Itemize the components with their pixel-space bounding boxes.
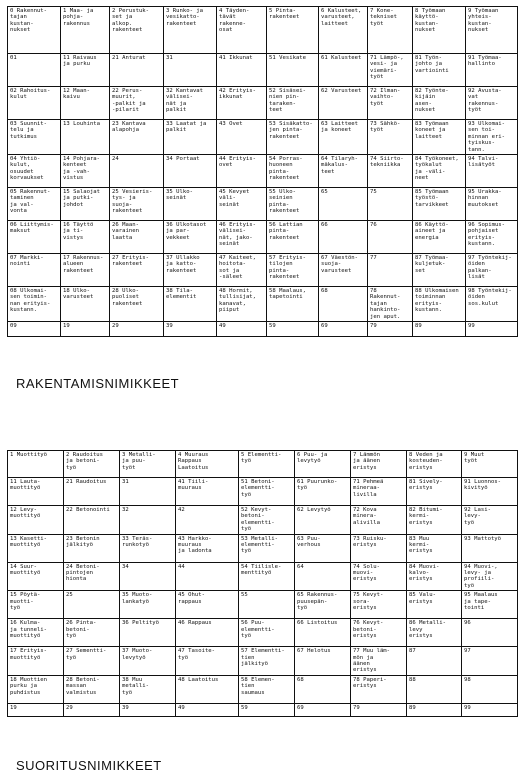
table-cell: 0 Rakennut- tajan kustan- nukset xyxy=(8,7,61,54)
table-cell: 31 xyxy=(164,54,217,87)
table-cell: 32 Kantavat välisei- nät ja palkit xyxy=(164,87,217,120)
table-cell: 76 Kevyt- betoni- eristys xyxy=(351,619,407,647)
table-cell: 84 Työkoneet, työkalut ja -väli- neet xyxy=(413,155,466,188)
table-cell: 57 Elementti- tien jälkityö xyxy=(239,647,295,676)
table-cell: 92 Avusta- vat rakennus- työt xyxy=(466,87,518,120)
table-cell: 73 Sähkö- työt xyxy=(368,120,413,155)
table-cell: 28 Ulko- puoliset rakenteet xyxy=(110,287,164,322)
table-cell: 09 xyxy=(8,322,61,337)
table-cell: 66 xyxy=(319,221,368,254)
table-cell: 85 Valu- eristys xyxy=(407,591,462,619)
table-cell: 11 Raivaus ja purku xyxy=(61,54,110,87)
table-cell: 94 Muovi-, levy- ja profiili- työ xyxy=(462,562,518,591)
table-cell: 68 xyxy=(319,287,368,322)
table-cell: 33 Teräs- runkotyö xyxy=(120,534,176,562)
table-cell: 36 Ulkotasot ja par- vekkeet xyxy=(164,221,217,254)
table-cell: 5 Elementti- työ xyxy=(239,451,295,478)
table-cell: 73 Ruisku- eristys xyxy=(351,534,407,562)
table-cell: 91 Luonnos- kivityö xyxy=(462,478,518,506)
table-row xyxy=(8,591,518,619)
table-cell: 25 xyxy=(64,591,120,619)
table-cell: 21 Anturat xyxy=(110,54,164,87)
table-cell: 5 Pinta- rakenteet xyxy=(267,7,319,54)
table-cell: 59 xyxy=(267,322,319,337)
table-cell: 56 Lattian pinta- rakenteet xyxy=(267,221,319,254)
table-cell: 51 Betoni- elementti- työ xyxy=(239,478,295,506)
table-cell: 68 xyxy=(295,675,351,703)
table-cell: 58 Elemen- tien saumaus xyxy=(239,675,295,703)
table-cell: 4 Muuraus Rappaus Laatoitus xyxy=(176,451,239,478)
table-cell: 47 Tasoite- työ xyxy=(176,647,239,676)
table-cell: 3 Runko- ja vesikatto- rakenteet xyxy=(164,7,217,54)
table-cell: 34 xyxy=(120,562,176,591)
table-cell: 22 Perus- muurit, -palkit ja -pilarit xyxy=(110,87,164,120)
table-cell: 33 Laatat ja palkit xyxy=(164,120,217,155)
table-cell: 11 Lauta- muottityö xyxy=(8,478,64,506)
table-cell: 86 Metalli- levy eristys xyxy=(407,619,462,647)
table-cell: 96 xyxy=(462,619,518,647)
table-cell: 82 Työnte- kijäin asen- nukset xyxy=(413,87,466,120)
table-cell: 8 Työmaan käyttö- kustan- nukset xyxy=(413,7,466,54)
table-cell: 03 Suunnit- telu ja tutkimus xyxy=(8,120,61,155)
table-cell: 98 xyxy=(462,675,518,703)
table-cell: 61 Kalusteet xyxy=(319,54,368,87)
table-cell: 29 xyxy=(64,703,120,716)
table-cell: 35 Muoto- lankatyö xyxy=(120,591,176,619)
table-cell: 54 Porras- huoneen pinta- rakenteet xyxy=(267,155,319,188)
table-cell: 3 Metalli- ja puu- työt xyxy=(120,451,176,478)
table-cell: 83 Työmaan koneet ja laitteet xyxy=(413,120,466,155)
table-cell: 28 Betoni- massan valmistus xyxy=(64,675,120,703)
table-cell: 75 Kevyt- sora- eristys xyxy=(351,591,407,619)
table-cell: 45 Kevyet väli- seinät xyxy=(217,188,267,221)
table-cell: 43 Ovet xyxy=(217,120,267,155)
table-cell: 31 xyxy=(120,478,176,506)
table-row xyxy=(8,87,518,120)
table-cell: 19 xyxy=(8,703,64,716)
table-cell: 88 Ulkomaisen toiminnan erityis- kustann. xyxy=(413,287,466,322)
table-cell: 7 Kone- tekniset työt xyxy=(368,7,413,54)
table-cell: 44 Erityis- ovet xyxy=(217,155,267,188)
table-cell: 16 Täyttö ja ti- vistys xyxy=(61,221,110,254)
table-cell: 93 Ulkomai- sen toi- minnan eri- tyiskus- tann. xyxy=(466,120,518,155)
table-cell: 35 Ulko- seinät xyxy=(164,188,217,221)
table-cell: 93 Mattotyö xyxy=(462,534,518,562)
table-cell: 4 Täyden- tävät rakenne- osat xyxy=(217,7,267,54)
table-cell: 78 Paperi- eristys xyxy=(351,675,407,703)
table-cell: 46 Erityis- välisei- nät, jako- seinät xyxy=(217,221,267,254)
table-row xyxy=(8,155,518,188)
table-cell: 84 Muovi- kalvo- eristys xyxy=(407,562,462,591)
table-cell: 48 Hormit, tullisijat, kanavat, piiput xyxy=(217,287,267,322)
table-cell: 67 Väestön- suoja- varusteet xyxy=(319,254,368,287)
table-cell: 49 xyxy=(176,703,239,716)
table-cell: 61 Puurunko- työ xyxy=(295,478,351,506)
table-cell: 95 Urakka- hinnan muutokset xyxy=(466,188,518,221)
table-cell: 59 xyxy=(239,703,295,716)
table-cell: 38 Tila- elementit xyxy=(164,287,217,322)
table-cell: 6 Puu- ja levytyö xyxy=(295,451,351,478)
table-cell: 7 Lämmön ja äänen eristys xyxy=(351,451,407,478)
table-cell: 97 xyxy=(462,647,518,676)
table-cell: 57 Erityis- tilojen pinta- rakenteet xyxy=(267,254,319,287)
table-cell: 12 Maan- kaivu xyxy=(61,87,110,120)
table-row xyxy=(8,254,518,287)
rakentamisnimikkeet-title: RAKENTAMISNIMIKKEET xyxy=(16,376,180,391)
table-cell: 25 Vesieris- tys- ja suoja- rakenteet xyxy=(110,188,164,221)
table-row xyxy=(8,322,518,337)
table-cell: 8 Veden ja kosteuden- eristys xyxy=(407,451,462,478)
table-cell: 51 Vesikate xyxy=(267,54,319,87)
table-cell: 75 xyxy=(368,188,413,221)
table-cell: 13 Kasetti- muottityö xyxy=(8,534,64,562)
table-cell: 66 Listoitus xyxy=(295,619,351,647)
table-cell: 36 Peltityö xyxy=(120,619,176,647)
table-row xyxy=(8,54,518,87)
table-row xyxy=(8,534,518,562)
table-cell: 94 Talvi- lisätyöt xyxy=(466,155,518,188)
table-cell: 1 Maa- ja pohja- rakennus xyxy=(61,7,110,54)
table-cell: 29 xyxy=(110,322,164,337)
table-cell: 18 Muottien purku ja puhdistus xyxy=(8,675,64,703)
table-row xyxy=(8,478,518,506)
table-cell: 87 Työmaa- kuljetuk- set xyxy=(413,254,466,287)
table-row xyxy=(8,120,518,155)
table-cell: 17 Erityis- muottityö xyxy=(8,647,64,676)
table-cell: 24 Betoni- pintojen hionta xyxy=(64,562,120,591)
table-cell: 17 Rakennus- alueen rakenteet xyxy=(61,254,110,287)
table-cell: 45 Ohut- rappaus xyxy=(176,591,239,619)
table-cell: 78 Rakennut- tajan hankinto- jen aput. xyxy=(368,287,413,322)
table-cell: 12 Levy- muottityö xyxy=(8,506,64,535)
table-cell: 85 Työmaan työstö- tarvikkeet xyxy=(413,188,466,221)
table-cell: 26 Maan- varainen laatta xyxy=(110,221,164,254)
table-cell: 95 Maalaus ja tape- tointi xyxy=(462,591,518,619)
table-cell: 32 xyxy=(120,506,176,535)
table-cell: 08 Ulkomai- sen toimin- nan erityis- kustann. xyxy=(8,287,61,322)
table-cell: 05 Rakennut- taminen ja val- vonta xyxy=(8,188,61,221)
table-cell: 18 Ulko- varusteet xyxy=(61,287,110,322)
table-cell: 41 Tiili- muuraus xyxy=(176,478,239,506)
table-cell: 42 xyxy=(176,506,239,535)
table-cell: 64 xyxy=(295,562,351,591)
table-row xyxy=(8,647,518,676)
table-cell: 65 Rakennus- puusepän- työ xyxy=(295,591,351,619)
table-row xyxy=(8,188,518,221)
table-cell: 02 Rahoitus- kulut xyxy=(8,87,61,120)
table-cell: 1 Muottityö xyxy=(8,451,64,478)
table-cell: 23 Betonin jälkityö xyxy=(64,534,120,562)
table-cell: 46 Rappaus xyxy=(176,619,239,647)
table-cell: 26 Pinta- betoni- työ xyxy=(64,619,120,647)
table-cell: 54 Tiilisle- menttityö xyxy=(239,562,295,591)
table-cell: 76 xyxy=(368,221,413,254)
table-cell: 6 Kalusteet, varusteet, laitteet xyxy=(319,7,368,54)
table-cell: 27 Sementti- työ xyxy=(64,647,120,676)
table-cell: 01 xyxy=(8,54,61,87)
table-cell: 47 Kaiteet, hoitota- sot ja -säleet xyxy=(217,254,267,287)
table-cell: 24 xyxy=(110,155,164,188)
table-cell: 06 Liittymis- maksut xyxy=(8,221,61,254)
table-cell: 79 xyxy=(351,703,407,716)
table-cell: 71 Pehmeä mineraa- livilla xyxy=(351,478,407,506)
table-cell: 81 Sively- eristys xyxy=(407,478,462,506)
table-cell: 13 Louhinta xyxy=(61,120,110,155)
table-cell: 43 Harkko- muuraus ja ladonta xyxy=(176,534,239,562)
table-cell: 91 Työmaa- hallinto xyxy=(466,54,518,87)
table-cell: 88 xyxy=(407,675,462,703)
table-cell: 69 xyxy=(295,703,351,716)
table-cell: 55 Ulko- seinien pinta- rakenteet xyxy=(267,188,319,221)
table-cell: 48 Laatoitus xyxy=(176,675,239,703)
table-cell: 2 Perustuk- set ja alkop. rakenteet xyxy=(110,7,164,54)
table-cell: 52 Kevyt- betoni- elementti- työ xyxy=(239,506,295,535)
suoritusnimikkeet-title: SUORITUSNIMIKKEET xyxy=(16,758,162,773)
table-cell: 49 xyxy=(217,322,267,337)
table-cell: 69 xyxy=(319,322,368,337)
table-cell: 65 xyxy=(319,188,368,221)
table-cell: 19 xyxy=(61,322,110,337)
table-cell: 52 Sisäsei- nien pin- taraken- teet xyxy=(267,87,319,120)
table-cell: 41 Ikkunat xyxy=(217,54,267,87)
table-cell: 86 Käyttö- aineet ja energia xyxy=(413,221,466,254)
table-cell: 82 Bitumi- kermi- eristys xyxy=(407,506,462,535)
table-cell: 2 Raudoitus ja betoni- työ xyxy=(64,451,120,478)
table-cell: 63 Laitteet ja koneet xyxy=(319,120,368,155)
table-cell: 74 Siirto- tekniikka xyxy=(368,155,413,188)
table-cell: 71 Lämpö-, vesi- ja viemäri- työt xyxy=(368,54,413,87)
table-cell: 62 Levytyö xyxy=(295,506,351,535)
table-cell: 14 Pohjara- kenteet ja -vah- vistus xyxy=(61,155,110,188)
table-cell: 72 Kova minera- alivilla xyxy=(351,506,407,535)
table-cell: 56 Puu- elementti- työ xyxy=(239,619,295,647)
table-cell: 97 Työntekij- öiden palkan- lisät xyxy=(466,254,518,287)
table-cell: 34 Portaat xyxy=(164,155,217,188)
table-cell: 55 xyxy=(239,591,295,619)
table-cell: 96 Sopimus- pohjaiset erityis- kustann. xyxy=(466,221,518,254)
table-cell: 98 Työntekij- öiden sos.kulut xyxy=(466,287,518,322)
table-cell: 77 xyxy=(368,254,413,287)
table-cell: 53 Metalli- elementti- työ xyxy=(239,534,295,562)
table-cell: 87 xyxy=(407,647,462,676)
table-row xyxy=(8,703,518,716)
table-cell: 14 Suur- muottityö xyxy=(8,562,64,591)
table-cell: 67 Helotus xyxy=(295,647,351,676)
table-cell: 72 Ilman- vaihto- työt xyxy=(368,87,413,120)
table-cell: 9 Työmaan yhteis- kustan- nukset xyxy=(466,7,518,54)
table-cell: 83 Muu kermi- eristys xyxy=(407,534,462,562)
table-cell: 99 xyxy=(462,703,518,716)
table-cell: 16 Kulma- ja tunneli- muottityö xyxy=(8,619,64,647)
table-cell: 63 Puu- verhous xyxy=(295,534,351,562)
table-cell: 42 Erityis- ikkunat xyxy=(217,87,267,120)
table-cell: 23 Kantava alapohja xyxy=(110,120,164,155)
table-cell: 44 xyxy=(176,562,239,591)
table-cell: 39 xyxy=(120,703,176,716)
table-cell: 89 xyxy=(413,322,466,337)
table-cell: 07 Markki- nointi xyxy=(8,254,61,287)
table-cell: 53 Sisäkatto- jen pinta- rakenteet xyxy=(267,120,319,155)
table-cell: 62 Varusteet xyxy=(319,87,368,120)
table-row xyxy=(8,675,518,703)
table-header-row xyxy=(8,451,518,478)
table-row xyxy=(8,506,518,535)
table-cell: 81 Työn- johto ja vartiointi xyxy=(413,54,466,87)
table-cell: 99 xyxy=(466,322,518,337)
table-cell: 58 Maalaus, tapetointi xyxy=(267,287,319,322)
table-row xyxy=(8,221,518,254)
table-cell: 37 Ullakko ja katto- rakenteet xyxy=(164,254,217,287)
table-cell: 79 xyxy=(368,322,413,337)
table-cell: 38 Muu metalli- työ xyxy=(120,675,176,703)
table-row xyxy=(8,619,518,647)
table-cell: 21 Raudoitus xyxy=(64,478,120,506)
table-header-row xyxy=(8,7,518,54)
table-cell: 74 Solu- muovi- eristys xyxy=(351,562,407,591)
table-cell: 64 Tilaryh- mäkalus- teet xyxy=(319,155,368,188)
table-cell: 89 xyxy=(407,703,462,716)
table-cell: 04 Yhtiö- kulut, osuudet korvaukset xyxy=(8,155,61,188)
table-cell: 9 Muut työt xyxy=(462,451,518,478)
table-row xyxy=(8,287,518,322)
table-cell: 15 Salaojat ja putki- johdot xyxy=(61,188,110,221)
table-cell: 77 Muu läm- mön ja äänen eristys xyxy=(351,647,407,676)
table-cell: 39 xyxy=(164,322,217,337)
table-cell: 27 Erityis- rakenteet xyxy=(110,254,164,287)
table-cell: 37 Muoto- levytyö xyxy=(120,647,176,676)
table-cell: 22 Betonointi xyxy=(64,506,120,535)
rakentamisnimikkeet-table xyxy=(7,6,518,337)
table-cell: 92 Lasi- levy- työ xyxy=(462,506,518,535)
table-cell: 15 Pöytä- muotti- työ xyxy=(8,591,64,619)
suoritusnimikkeet-table xyxy=(7,450,518,717)
table-row xyxy=(8,562,518,591)
